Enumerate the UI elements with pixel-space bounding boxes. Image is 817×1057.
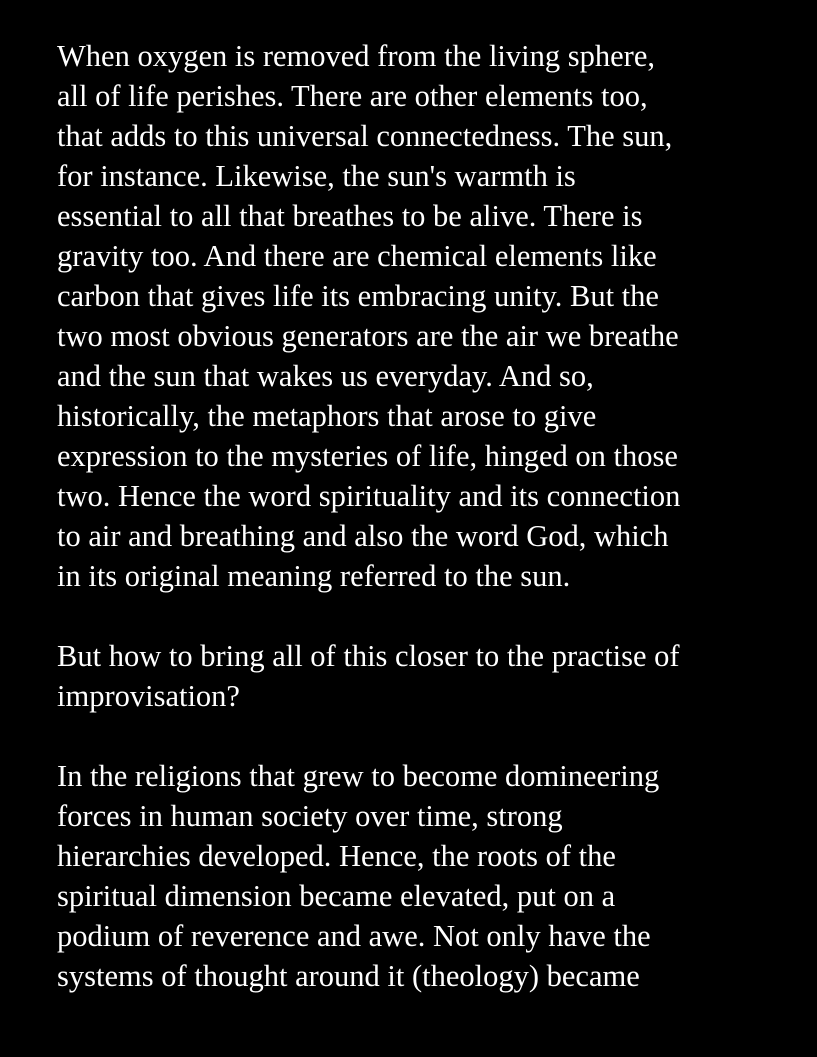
text-line: systems of thought around it (theology) became — [57, 959, 640, 993]
text-line: When oxygen is removed from the living sphere, — [57, 39, 655, 73]
text-line: essential to all that breathes to be alive. There is — [57, 199, 643, 233]
text-line: two most obvious generators are the air we breathe — [57, 319, 679, 353]
text-line: spiritual dimension became elevated, put on a — [57, 879, 616, 913]
text-line: two. Hence the word spirituality and its connection — [57, 479, 681, 513]
text-line: expression to the mysteries of life, hinged on those — [57, 439, 678, 473]
text-line: carbon that gives life its embracing unity. But the — [57, 279, 659, 313]
paragraph-improvisation-question — [57, 636, 777, 716]
text-line: In the religions that grew to become domineering — [57, 759, 660, 793]
text-line: to air and breathing and also the word God, which — [57, 519, 669, 553]
text-line: and the sun that wakes us everyday. And so, — [57, 359, 594, 393]
text-line: forces in human society over time, strong — [57, 799, 563, 833]
text-line: podium of reverence and awe. Not only have the — [57, 919, 651, 953]
text-line: all of life perishes. There are other elements too, — [57, 79, 648, 113]
text-line: improvisation? — [57, 679, 240, 713]
text-line: that adds to this universal connectedness. The sun, — [57, 119, 673, 153]
text-line: in its original meaning referred to the sun. — [57, 559, 571, 593]
paragraph-gap — [57, 716, 777, 756]
paragraph-religions-hierarchies — [57, 756, 777, 996]
text-line: gravity too. And there are chemical elements like — [57, 239, 657, 273]
text-line: hierarchies developed. Hence, the roots of the — [57, 839, 616, 873]
paragraph-gap — [57, 596, 777, 636]
text-line: historically, the metaphors that arose to give — [57, 399, 597, 433]
paragraph-oxygen-sun — [57, 36, 777, 596]
text-line: for instance. Likewise, the sun's warmth is — [57, 159, 576, 193]
text-line: But how to bring all of this closer to the practise of — [57, 639, 680, 673]
